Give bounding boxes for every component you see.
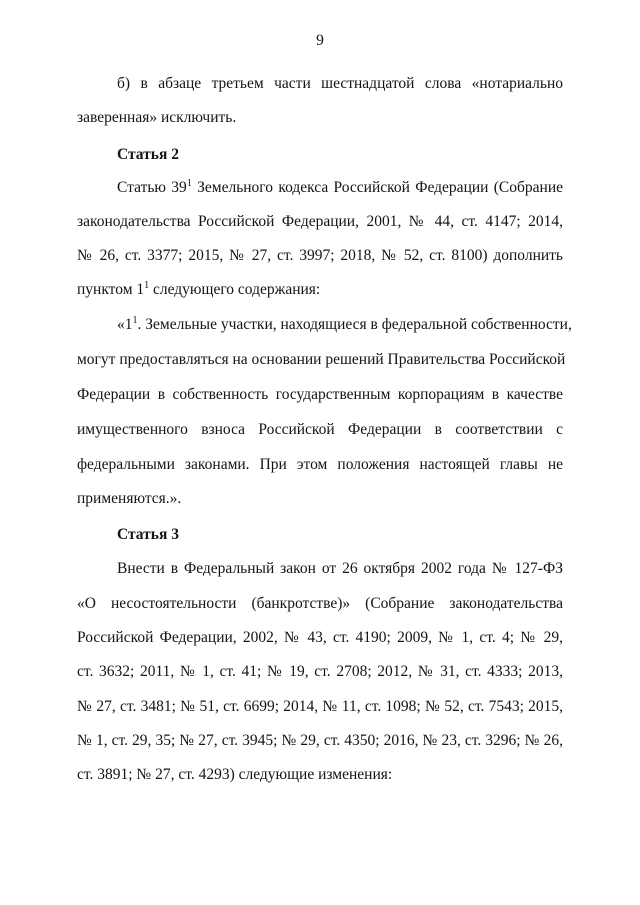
article-2-p1-line-1 (117, 178, 563, 198)
superscript: 1 (144, 280, 150, 291)
article-2-p1-line-3: № 26, ст. 3377; 2015, № 27, ст. 3997; 2018, № 52, ст. 8100) дополнить (77, 247, 563, 264)
article-2-quote-line-4: имущественного взноса Российской Федерации в соответствии с (77, 421, 563, 438)
article-2-p1-line-1-text-b: Земельного кодекса Российской Федерации (Собрание (191, 179, 563, 196)
article-2-quote-line-1 (117, 315, 572, 335)
article-2-quote-line-1-text-a: «1 (117, 316, 133, 333)
article-2-quote-line-6: применяются.». (77, 490, 182, 507)
article-3-line-3: Российской Федерации, 2002, № 43, ст. 4190; 2009, № 1, ст. 4; № 29, (77, 629, 563, 646)
article-2-p1-line-2: законодательства Российской Федерации, 2001, № 44, ст. 4147; 2014, (77, 213, 563, 230)
amendment-b-line-1: б) в абзаце третьем части шестнадцатой слова «нотариально (117, 75, 563, 92)
article-2-p1-line-4-text-b: следующего содержания: (149, 281, 321, 298)
article-2-quote-line-1-text-b: . Земельные участки, находящиеся в федеральной собственности, (137, 316, 572, 333)
article-3-line-4: ст. 3632; 2011, № 1, ст. 41; № 19, ст. 2708; 2012, № 31, ст. 4333; 2013, (77, 663, 563, 680)
article-3-line-5: № 27, ст. 3481; № 51, ст. 6699; 2014, № 11, ст. 1098; № 52, ст. 7543; 2015, (77, 698, 563, 715)
superscript: 1 (132, 315, 138, 326)
amendment-b-line-2: заверенная» исключить. (77, 109, 237, 126)
article-3-line-7: ст. 3891; № 27, ст. 4293) следующие изменения: (77, 766, 393, 783)
page-number: 9 (316, 32, 324, 49)
article-3-line-6: № 1, ст. 29, 35; № 27, ст. 3945; № 29, ст. 4350; 2016, № 23, ст. 3296; № 26, (77, 732, 563, 749)
article-2-quote-line-3: Федерации в собственность государственным корпорациям в качестве (77, 386, 563, 403)
article-2-p1-line-1-text-a: Статью 39 (117, 179, 187, 196)
superscript: 1 (186, 178, 192, 189)
article-3-line-1: Внести в Федеральный закон от 26 октября 2002 года № 127-ФЗ (117, 560, 563, 577)
article-2-p1-line-4 (77, 280, 563, 300)
article-2-quote-line-5: федеральными законами. При этом положения настоящей главы не (77, 456, 563, 473)
article-3-line-2: «О несостоятельности (банкротстве)» (Собрание законодательства (77, 595, 563, 612)
article-2-p1-line-4-text-a: пунктом 1 (77, 281, 145, 298)
article-2-heading: Статья 2 (117, 146, 179, 163)
article-3-heading: Статья 3 (117, 526, 179, 543)
article-2-quote-line-2: могут предоставляться на основании решений Правительства Российской (77, 351, 566, 368)
